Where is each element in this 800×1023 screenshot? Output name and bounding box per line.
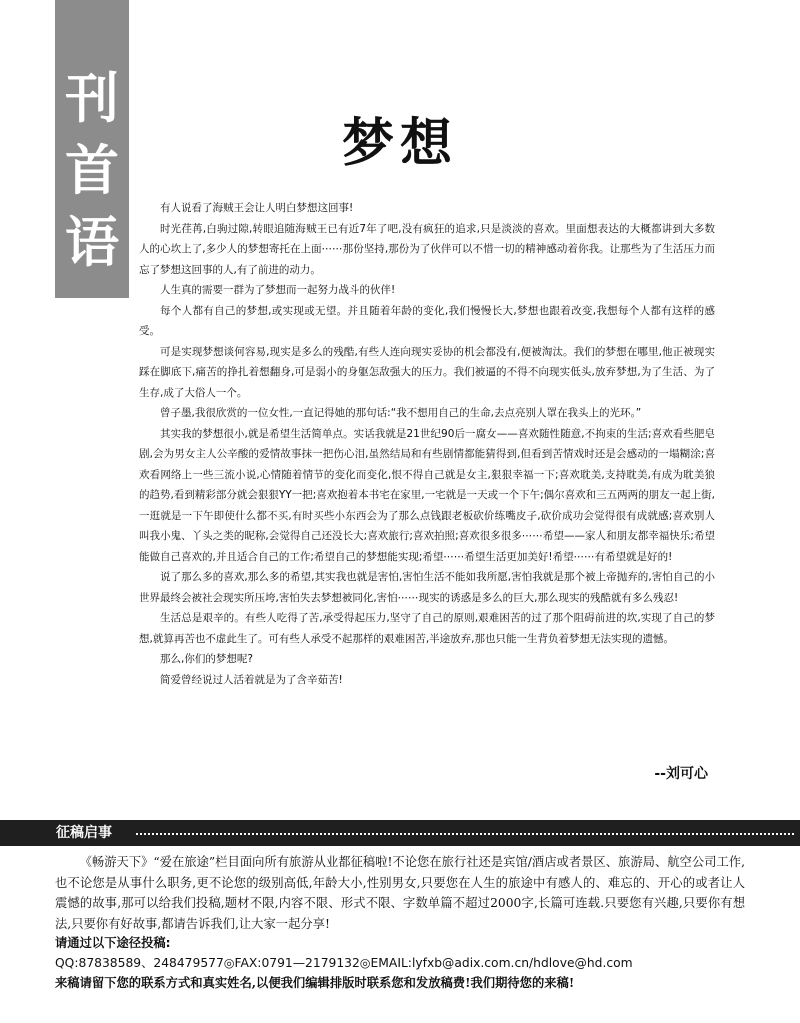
call-for-submissions-label: 征稿启事 bbox=[56, 825, 112, 841]
column-tab-char: 刊 bbox=[65, 66, 119, 130]
paragraph: 说了那么多的喜欢,那么多的希望,其实我也就是害怕,害怕生活不能如我所愿,害怕我就是那个被上帝抛弃的,害怕自己的小世界最终会被社会现实所压垮,害怕失去梦想被同化,害怕⋯⋯现实的诱惑是多么的巨大,那么现实的残酷就有多么残忍! bbox=[139, 571, 715, 604]
paragraph: 有人说看了海贼王会让人明白梦想这回事! bbox=[160, 202, 354, 214]
paragraph: 可是实现梦想谈何容易,现实是多么的残酷,有些人连向现实妥协的机会都没有,便被淘汰。我们的梦想在哪里,他正被现实踩在脚底下,痛苦的挣扎着想翻身,可是弱小的身躯怎敌强大的压力。我们被逼的不得不向现实低头,放弃梦想,为了生活、为了生存,成了大俗人一个。 bbox=[139, 345, 715, 399]
article-title: 梦想 bbox=[341, 113, 458, 174]
author-signature: --刘可心 bbox=[654, 766, 708, 782]
column-tab-char: 语 bbox=[65, 210, 119, 274]
paragraph: 每个人都有自己的梦想,或实现或无望。并且随着年龄的变化,我们慢慢长大,梦想也跟着改变,我想每个人都有这样的感受。 bbox=[139, 304, 715, 337]
paragraph: 那么,你们的梦想呢? bbox=[160, 653, 253, 665]
paragraph: 简爱曾经说过人活着就是为了含辛茹苦! bbox=[160, 673, 343, 686]
column-tab-char: 首 bbox=[65, 138, 119, 202]
call-for-submissions-body bbox=[55, 852, 745, 934]
paragraph: 时光荏苒,白驹过隙,转眼追随海贼王已有近7年了吧,没有疯狂的追求,只是淡淡的喜欢。里面想表达的大概都讲到大多数人的心坎上了,多少人的梦想寄托在上面⋯⋯那份坚持,那份为了伙伴可以不惜一切的精神感动着你我。让那些为了生活压力而忘了梦想这回事的人,有了前进的动力。 bbox=[139, 222, 715, 276]
submission-channels-label: 请通过以下途径投稿: bbox=[55, 936, 171, 950]
paragraph: 其实我的梦想很小,就是希望生活简单点。实话我就是21世纪90后一腐女——喜欢随性随意,不拘束的生活;喜欢看些肥皂剧,会为男女主人公辛酸的爱情故事抹一把伤心泪,虽然结局和有些剧情都能猜得到,但看到苦情戏时还是会感动的一塌糊涂;喜欢看网络上一些三流小说,心情随着情节的变化而变化,恨不得自己就是女主,狠狠幸福一下;喜欢耽美,支持耽美,有成为耽美狼的趋势,看到精彩部分就会狠狠YY一把;喜欢抱着本书宅在家里,一宅就是一天或一个下午;偶尔喜欢和三五两两的朋友一起上街,一逛就是一下午即使什么都不买,有时买些小东西会为了那么点钱跟老板砍价练嘴皮子,砍价成功会觉得很有成就感;喜欢别人叫我小鬼、丫头之类的昵称,会觉得自己还没长大;喜欢旅行;喜欢拍照;喜欢很多很多⋯⋯希望——家人和朋友都幸福快乐;希望能做自己喜欢的,并且适合自己的工作;希望自己的梦想能实现;希望⋯⋯希望生活更加美好!希望⋯⋯有希望就是好的! bbox=[139, 427, 715, 563]
contact-line: QQ:87838589、248479577◎FAX:0791—2179132◎EMAIL:lyfxb@adix.com.cn/hdlove@hd.com bbox=[55, 956, 633, 970]
dotted-leader bbox=[136, 833, 794, 835]
closing-note: 来稿请留下您的联系方式和真实姓名,以便我们编辑排版时联系您和发放稿费!我们期待您的来稿! bbox=[55, 975, 575, 990]
call-paragraph: 《畅游天下》“爱在旅途”栏目面向所有旅游从业都征稿啦!不论您在旅行社还是宾馆/酒店或者景区、旅游局、航空公司工作,也不论您是从事什么职务,更不论您的级别高低,年龄大小,性别男女,只要您在人生的旅途中有感人的、难忘的、开心的或者让人震憾的故事,那可以给我们投稿,题材不限,内容不限、形式不限、字数单篇不超过2000字,长篇可连载.只要您有兴趣,只要你有想法,只要你有好故事,都请告诉我们,让大家一起分享! bbox=[55, 855, 745, 931]
paragraph: 人生真的需要一群为了梦想而一起努力战斗的伙伴! bbox=[160, 284, 396, 296]
article-body bbox=[139, 198, 715, 690]
call-for-submissions-header bbox=[0, 820, 800, 846]
paragraph: 曾子墨,我很欣赏的一位女性,一直记得她的那句话:“我不想用自己的生命,去点亮别人罩在我头上的光环。” bbox=[160, 407, 642, 419]
paragraph: 生活总是艰辛的。有些人吃得了苦,承受得起压力,坚守了自己的原则,艰难困苦的过了那个阻碍前进的坎,实现了自己的梦想,就算再苦也不虚此生了。可有些人承受不起那样的艰难困苦,半途放弃,那也只能一生背负着梦想无法实现的遗憾。 bbox=[139, 612, 715, 645]
